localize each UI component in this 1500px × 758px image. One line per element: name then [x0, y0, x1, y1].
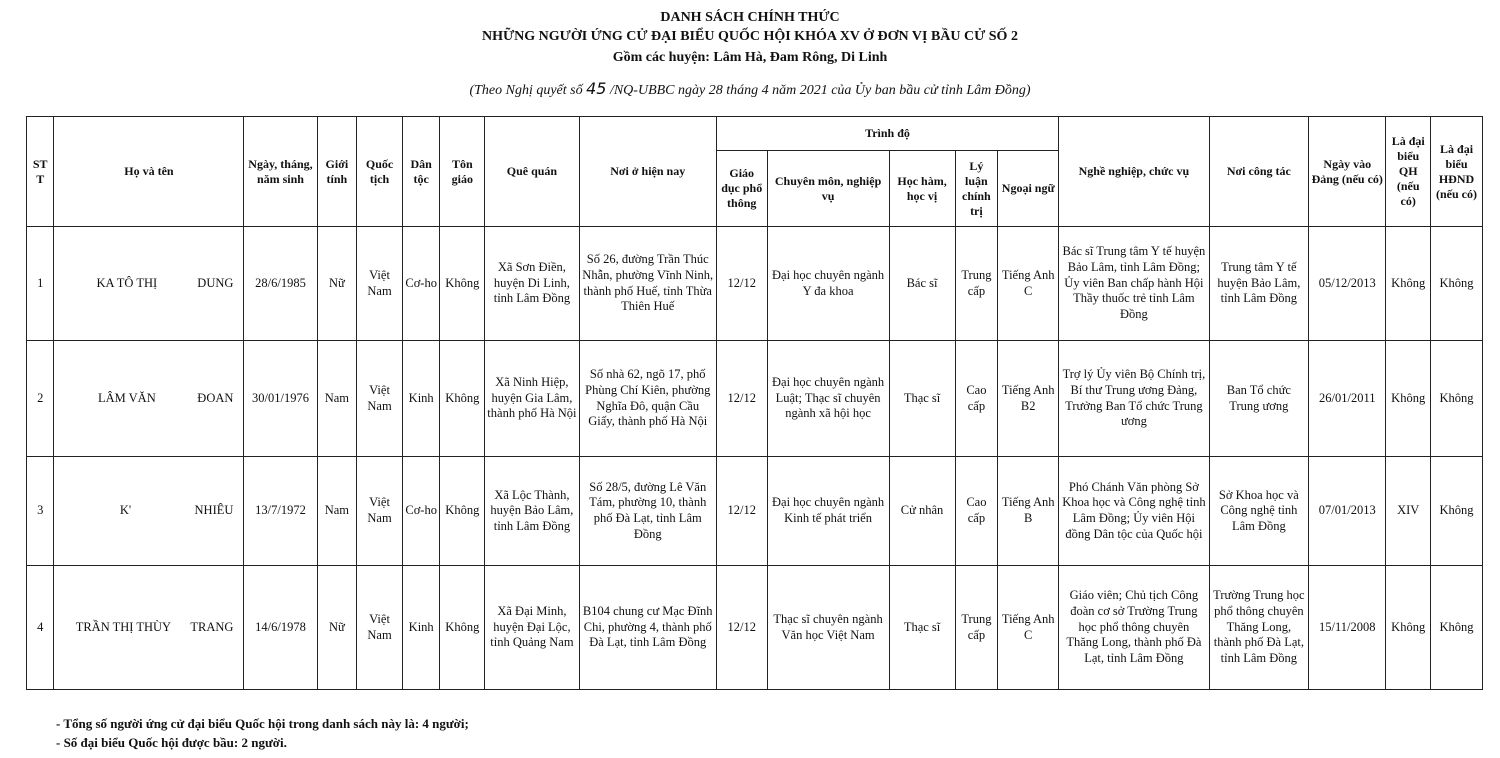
cell-gender: Nữ	[317, 566, 357, 690]
cell-occupation: Trợ lý Ủy viên Bộ Chính trị, Bí thư Trung ương Đảng, Trưởng Ban Tổ chức Trung ương	[1059, 341, 1209, 457]
table-row	[27, 457, 1483, 566]
cell-religion: Không	[440, 227, 485, 341]
cell-general-edu: 12/12	[716, 566, 767, 690]
cell-party-date: 05/12/2013	[1309, 227, 1386, 341]
col-religion: Tôn giáo	[440, 117, 485, 227]
col-hometown: Quê quán	[485, 117, 579, 227]
cell-stt: 1	[27, 227, 54, 341]
resolution-prefix: (Theo Nghị quyết số	[469, 83, 583, 98]
cell-residence: Số 28/5, đường Lê Văn Tám, phường 10, thành phố Đà Lạt, tỉnh Lâm Đồng	[579, 457, 716, 566]
cell-na-delegate: Không	[1386, 341, 1431, 457]
table-row	[27, 341, 1483, 457]
col-gender: Giới tính	[317, 117, 357, 227]
cell-ethnic: Cơ-ho	[402, 227, 440, 341]
cell-hometown: Xã Sơn Điền, huyện Di Linh, tỉnh Lâm Đồng	[485, 227, 579, 341]
cell-council-delegate: Không	[1431, 341, 1483, 457]
cell-gender: Nam	[317, 457, 357, 566]
cell-hometown: Xã Ninh Hiệp, huyện Gia Lâm, thành phố Hà Nội	[485, 341, 579, 457]
cell-ethnic: Kinh	[402, 341, 440, 457]
cell-degree: Thạc sĩ	[889, 341, 955, 457]
cell-ethnic: Kinh	[402, 566, 440, 690]
cell-name-first: KA TÔ THỊ	[96, 275, 158, 290]
col-name: Họ và tên	[54, 117, 244, 227]
col-occupation: Nghề nghiệp, chức vụ	[1059, 117, 1209, 227]
cell-name	[54, 227, 244, 341]
cell-religion: Không	[440, 341, 485, 457]
cell-council-delegate: Không	[1431, 227, 1483, 341]
candidate-table	[26, 116, 1483, 690]
cell-na-delegate: Không	[1386, 566, 1431, 690]
cell-language: Tiếng Anh C	[998, 566, 1059, 690]
cell-degree: Bác sĩ	[889, 227, 955, 341]
cell-occupation: Phó Chánh Văn phòng Sở Khoa học và Công nghệ tỉnh Lâm Đồng; Ủy viên Hội đồng Dân tộc của Quốc hội	[1059, 457, 1209, 566]
cell-occupation: Giáo viên; Chủ tịch Công đoàn cơ sở Trường Trung học phổ thông chuyên Thăng Long, thành phố Đà Lạt, tỉnh Lâm Đồng	[1059, 566, 1209, 690]
cell-residence: Số nhà 62, ngõ 17, phố Phùng Chí Kiên, phường Nghĩa Đô, quận Cầu Giấy, thành phố Hà Nội	[579, 341, 716, 457]
seats-note: - Số đại biểu Quốc hội được bầu: 2 người.	[56, 735, 287, 750]
col-general-edu: Giáo dục phổ thông	[716, 151, 767, 227]
cell-name	[54, 457, 244, 566]
cell-nationality: Việt Nam	[357, 457, 403, 566]
cell-workplace: Trung tâm Y tế huyện Bảo Lâm, tỉnh Lâm Đồng	[1209, 227, 1309, 341]
col-council-delegate: Là đại biểu HĐND (nếu có)	[1431, 117, 1483, 227]
cell-name-last: TRANG	[190, 619, 234, 634]
cell-name	[54, 566, 244, 690]
cell-language: Tiếng Anh B2	[998, 341, 1059, 457]
col-ethnic: Dân tộc	[402, 117, 440, 227]
col-dob: Ngày, tháng, năm sinh	[244, 117, 317, 227]
cell-political: Cao cấp	[955, 457, 998, 566]
cell-political: Trung cấp	[955, 566, 998, 690]
col-specialty: Chuyên môn, nghiệp vụ	[767, 151, 889, 227]
cell-nationality: Việt Nam	[357, 341, 403, 457]
table-row	[27, 566, 1483, 690]
district-list: Gồm các huyện: Lâm Hà, Đam Rông, Di Linh	[612, 50, 888, 65]
cell-gender: Nữ	[317, 227, 357, 341]
cell-na-delegate: Không	[1386, 227, 1431, 341]
col-nationality: Quốc tịch	[357, 117, 403, 227]
cell-workplace: Ban Tổ chức Trung ương	[1209, 341, 1309, 457]
col-na-delegate: Là đại biểu QH (nếu có)	[1386, 117, 1431, 227]
resolution-line	[0, 79, 1500, 99]
document-subtitle: NHỮNG NGƯỜI ỨNG CỬ ĐẠI BIỂU QUỐC HỘI KHÓA XV Ở ĐƠN VỊ BẦU CỬ SỐ 2	[482, 29, 1018, 44]
cell-stt: 2	[27, 341, 54, 457]
resolution-number: 45	[586, 79, 607, 98]
document-title: DANH SÁCH CHÍNH THỨC	[660, 10, 840, 25]
table-row	[27, 227, 1483, 341]
resolution-suffix: /NQ-UBBC ngày 28 tháng 4 năm 2021 của Ủy ban bầu cử tỉnh Lâm Đồng)	[609, 83, 1031, 98]
cell-hometown: Xã Lộc Thành, huyện Bảo Lâm, tỉnh Lâm Đồng	[485, 457, 579, 566]
cell-name-first: TRẦN THỊ THÙY	[75, 619, 172, 634]
cell-specialty: Đại học chuyên ngành Luật; Thạc sĩ chuyên ngành xã hội học	[767, 341, 889, 457]
cell-specialty: Đại học chuyên ngành Kinh tế phát triển	[767, 457, 889, 566]
cell-party-date: 15/11/2008	[1309, 566, 1386, 690]
cell-religion: Không	[440, 566, 485, 690]
cell-na-delegate: XIV	[1386, 457, 1431, 566]
cell-name-last: ĐOAN	[197, 390, 234, 405]
cell-gender: Nam	[317, 341, 357, 457]
cell-party-date: 26/01/2011	[1309, 341, 1386, 457]
col-language: Ngoại ngữ	[998, 151, 1059, 227]
col-stt: ST T	[27, 117, 54, 227]
cell-specialty: Thạc sĩ chuyên ngành Văn học Việt Nam	[767, 566, 889, 690]
cell-party-date: 07/01/2013	[1309, 457, 1386, 566]
cell-name-last: DUNG	[197, 275, 234, 290]
cell-general-edu: 12/12	[716, 457, 767, 566]
cell-stt: 3	[27, 457, 54, 566]
cell-political: Cao cấp	[955, 341, 998, 457]
cell-general-edu: 12/12	[716, 227, 767, 341]
col-political: Lý luận chính trị	[955, 151, 998, 227]
cell-general-edu: 12/12	[716, 341, 767, 457]
cell-degree: Thạc sĩ	[889, 566, 955, 690]
cell-occupation: Bác sĩ Trung tâm Y tế huyện Bảo Lâm, tỉnh Lâm Đồng; Ủy viên Ban chấp hành Hội Thầy thuốc trẻ tỉnh Lâm Đồng	[1059, 227, 1209, 341]
cell-nationality: Việt Nam	[357, 227, 403, 341]
cell-religion: Không	[440, 457, 485, 566]
cell-dob: 30/01/1976	[244, 341, 317, 457]
col-education-group: Trình độ	[716, 117, 1058, 151]
header-row	[27, 117, 1483, 151]
col-workplace: Nơi công tác	[1209, 117, 1309, 227]
cell-residence: Số 26, đường Trần Thúc Nhẫn, phường Vĩnh Ninh, thành phố Huế, tỉnh Thừa Thiên Huế	[579, 227, 716, 341]
cell-language: Tiếng Anh B	[998, 457, 1059, 566]
cell-name	[54, 341, 244, 457]
cell-specialty: Đại học chuyên ngành Y đa khoa	[767, 227, 889, 341]
cell-name-last: NHIÊU	[194, 503, 234, 518]
cell-residence: B104 chung cư Mạc Đĩnh Chi, phường 4, thành phố Đà Lạt, tỉnh Lâm Đồng	[579, 566, 716, 690]
cell-dob: 14/6/1978	[244, 566, 317, 690]
cell-name-first: LÂM VĂN	[97, 390, 156, 405]
cell-workplace: Trường Trung học phổ thông chuyên Thăng Long, thành phố Đà Lạt, tỉnh Lâm Đồng	[1209, 566, 1309, 690]
cell-degree: Cử nhân	[889, 457, 955, 566]
col-party-date: Ngày vào Đảng (nếu có)	[1309, 117, 1386, 227]
cell-council-delegate: Không	[1431, 566, 1483, 690]
cell-dob: 13/7/1972	[244, 457, 317, 566]
cell-stt: 4	[27, 566, 54, 690]
cell-council-delegate: Không	[1431, 457, 1483, 566]
cell-workplace: Sở Khoa học và Công nghệ tỉnh Lâm Đồng	[1209, 457, 1309, 566]
cell-name-first: K'	[119, 503, 132, 518]
cell-political: Trung cấp	[955, 227, 998, 341]
cell-language: Tiếng Anh C	[998, 227, 1059, 341]
cell-nationality: Việt Nam	[357, 566, 403, 690]
cell-hometown: Xã Đại Minh, huyện Đại Lộc, tỉnh Quảng Nam	[485, 566, 579, 690]
cell-dob: 28/6/1985	[244, 227, 317, 341]
col-degree: Học hàm, học vị	[889, 151, 955, 227]
cell-ethnic: Cơ-ho	[402, 457, 440, 566]
total-candidates-note: - Tổng số người ứng cử đại biểu Quốc hội trong danh sách này là: 4 người;	[56, 716, 469, 731]
col-residence: Nơi ở hiện nay	[579, 117, 716, 227]
